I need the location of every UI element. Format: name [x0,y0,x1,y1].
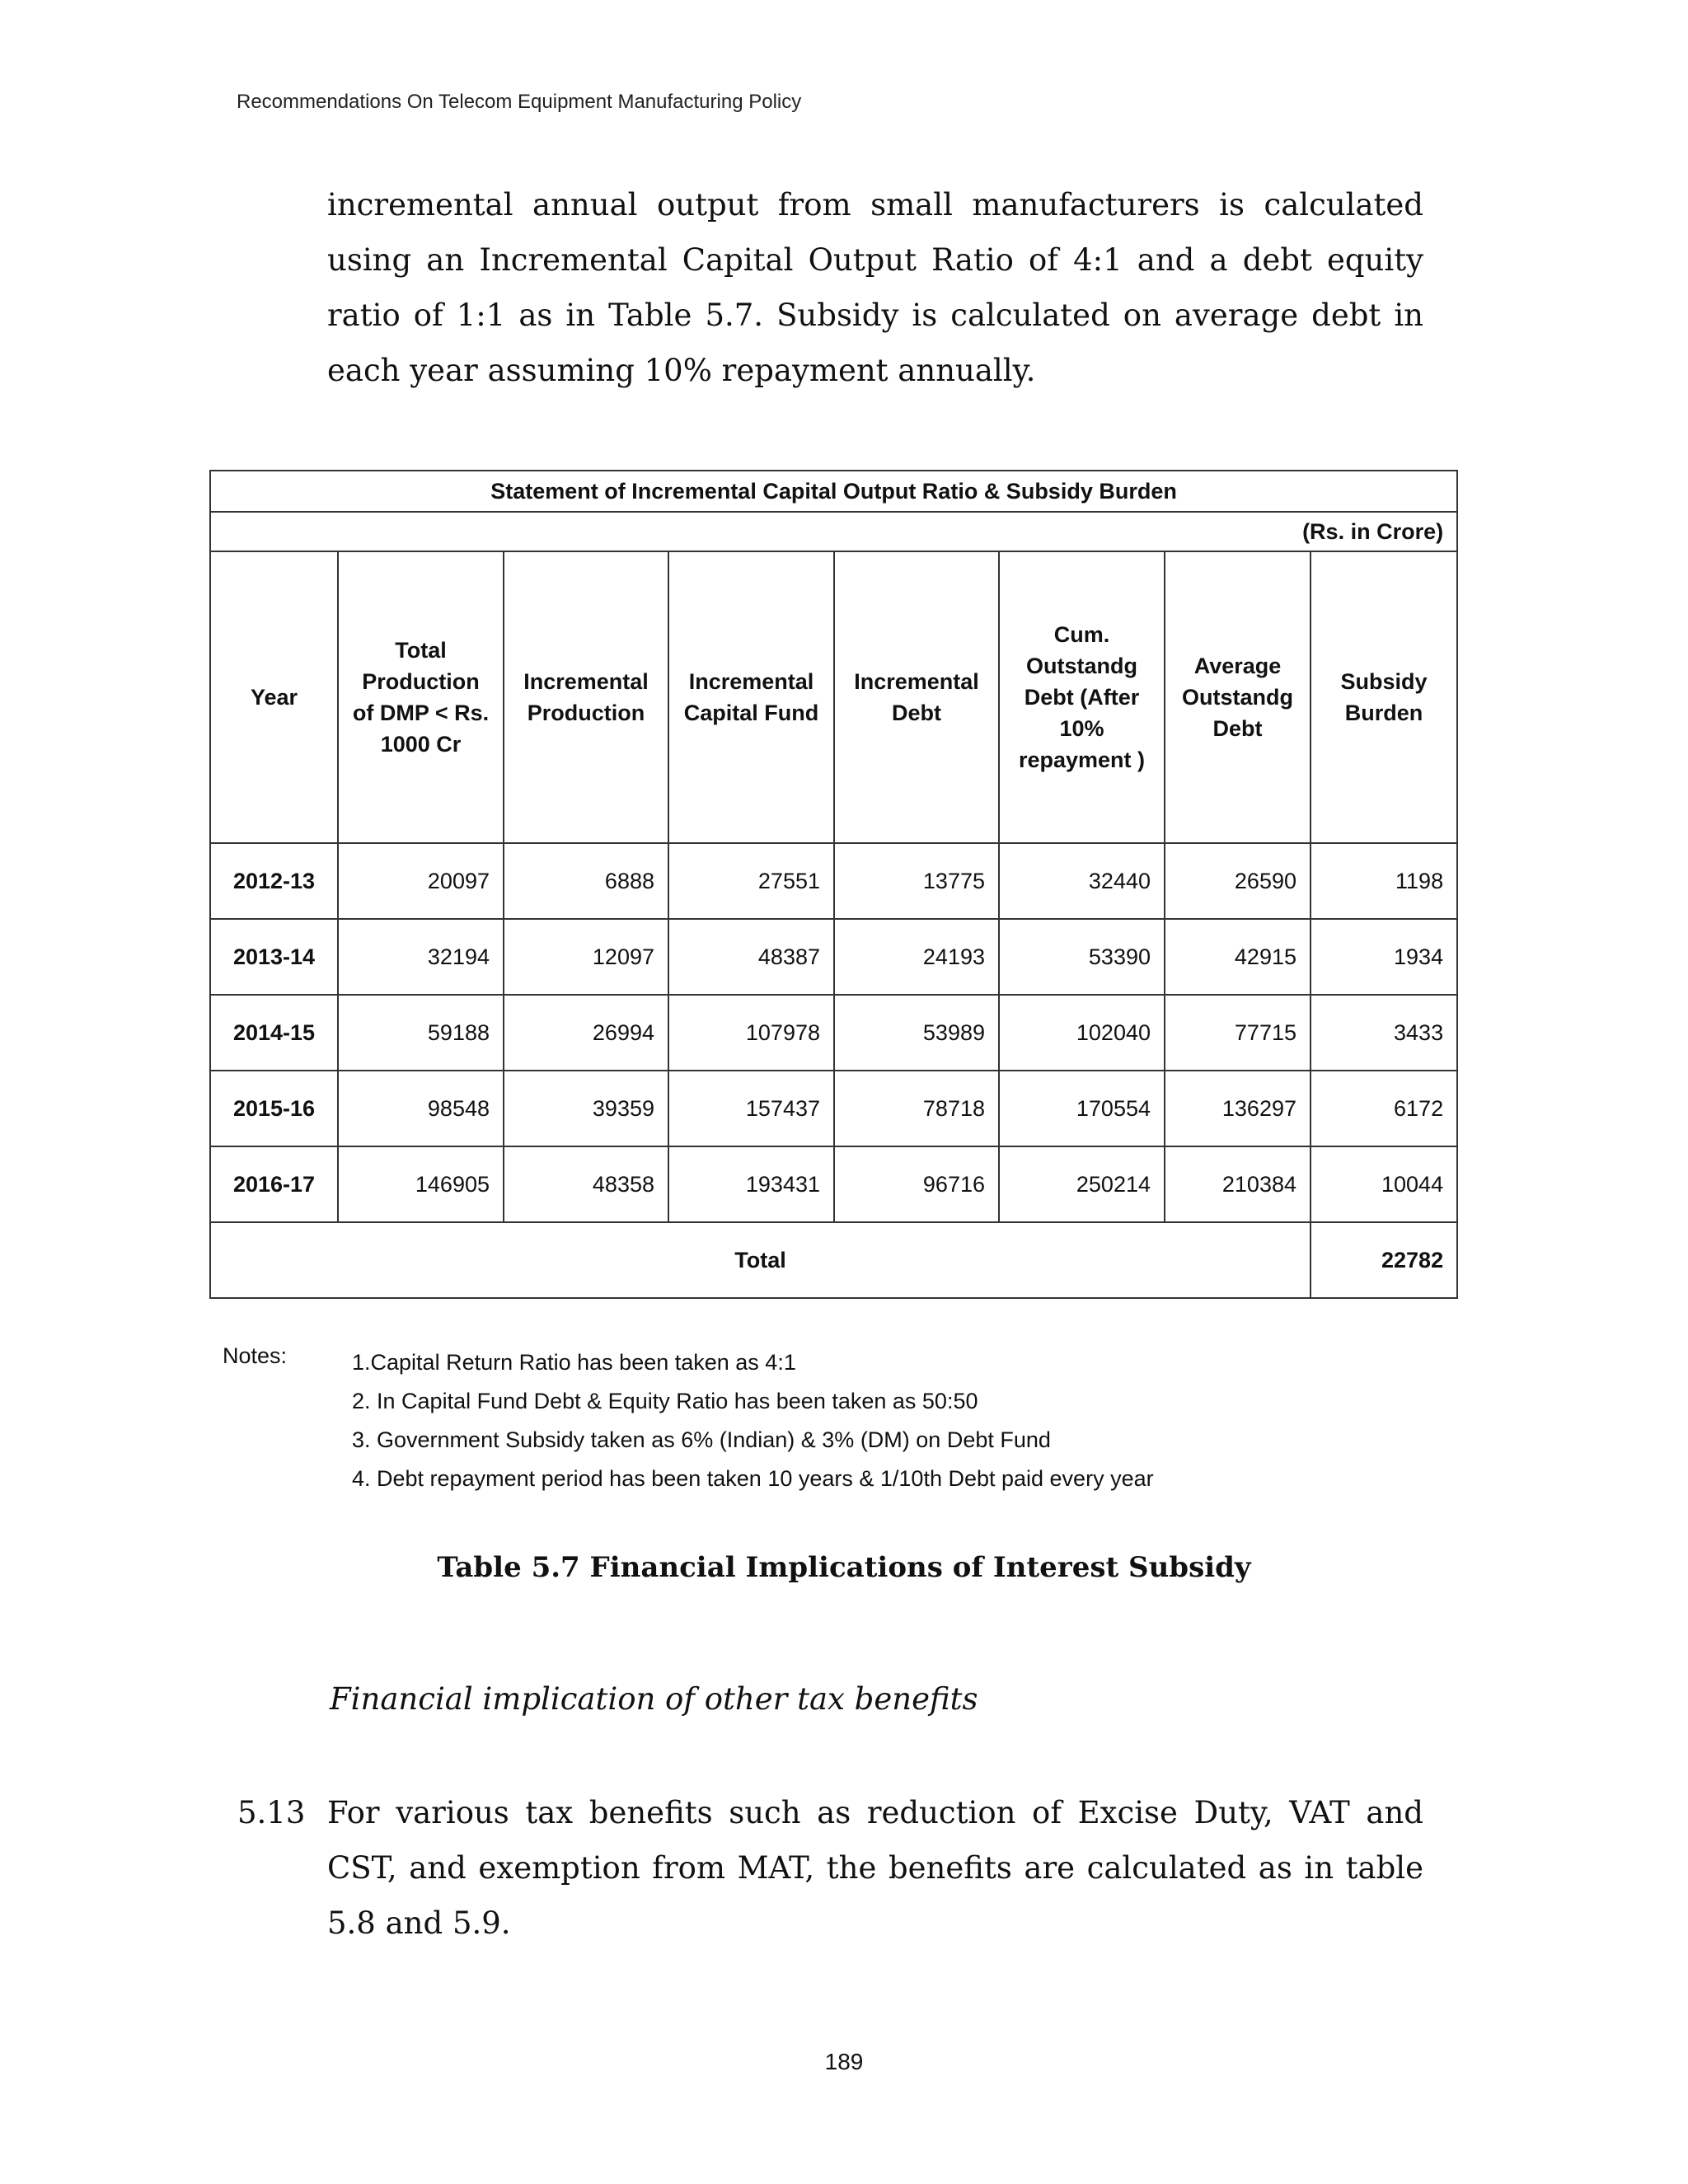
section-subheading: Financial implication of other tax benefits [330,1681,978,1717]
header-incremental-debt: Incremental Debt [834,551,999,843]
total-value: 22782 [1311,1222,1457,1298]
table-row [210,919,1457,995]
header-total-production: Total Production of DMP < Rs. 1000 Cr [338,551,504,843]
cell: 42915 [1165,919,1311,995]
cell: 12097 [504,919,668,995]
table-row [210,1071,1457,1146]
cell-year: 2015-16 [210,1071,338,1146]
note-item: 2. In Capital Fund Debt & Equity Ratio has been taken as 50:50 [352,1389,978,1413]
header-incremental-production: Incremental Production [504,551,668,843]
cell: 170554 [999,1071,1165,1146]
table-total-row [210,1222,1457,1298]
cell: 77715 [1165,995,1311,1071]
cell: 26590 [1165,843,1311,919]
cell: 27551 [668,843,834,919]
total-label: Total [210,1222,1311,1298]
cell: 136297 [1165,1071,1311,1146]
section-number: 5.13 [237,1795,306,1830]
cell-year: 2014-15 [210,995,338,1071]
note-item: 4. Debt repayment period has been taken 10 years & 1/10th Debt paid every year [352,1466,1154,1491]
cell: 13775 [834,843,999,919]
cell: 210384 [1165,1146,1311,1222]
cell: 107978 [668,995,834,1071]
cell: 32440 [999,843,1165,919]
note-item: 1.Capital Return Ratio has been taken as 4:1 [352,1350,796,1375]
section-paragraph: For various tax benefits such as reduction of Excise Duty, VAT and CST, and exemption from MAT, the benefits are calculated as in table 5.8 and 5.9. [327,1795,1423,1941]
notes-label: Notes: [223,1343,288,1368]
header-average-outstanding-debt: Average Outstandg Debt [1165,551,1311,843]
table-title: Statement of Incremental Capital Output Ratio & Subsidy Burden [210,471,1457,512]
icor-subsidy-table [209,470,1458,1299]
header-cum-outstanding-debt: Cum. Outstandg Debt (After 10% repayment ) [999,551,1165,843]
cell: 146905 [338,1146,504,1222]
cell-year: 2013-14 [210,919,338,995]
cell: 59188 [338,995,504,1071]
cell: 48387 [668,919,834,995]
cell: 3433 [1311,995,1457,1071]
header-subsidy-burden: Subsidy Burden [1311,551,1457,843]
cell: 24193 [834,919,999,995]
cell: 96716 [834,1146,999,1222]
header-incremental-capital-fund: Incremental Capital Fund [668,551,834,843]
cell: 157437 [668,1071,834,1146]
cell: 26994 [504,995,668,1071]
cell: 6888 [504,843,668,919]
note-item: 3. Government Subsidy taken as 6% (Indian) & 3% (DM) on Debt Fund [352,1427,1051,1452]
running-header: Recommendations On Telecom Equipment Manufacturing Policy [237,91,802,113]
page-number: 189 [824,2049,864,2074]
table-row [210,1146,1457,1222]
cell: 1198 [1311,843,1457,919]
cell: 250214 [999,1146,1165,1222]
table-row [210,843,1457,919]
cell: 78718 [834,1071,999,1146]
cell: 48358 [504,1146,668,1222]
cell: 53989 [834,995,999,1071]
table-row [210,995,1457,1071]
cell: 32194 [338,919,504,995]
table-header-row [210,551,1457,843]
cell: 98548 [338,1071,504,1146]
header-year: Year [210,551,338,843]
cell: 53390 [999,919,1165,995]
cell-year: 2012-13 [210,843,338,919]
cell: 102040 [999,995,1165,1071]
table-caption: Table 5.7 Financial Implications of Interest Subsidy [437,1551,1251,1584]
intro-paragraph: incremental annual output from small manufacturers is calculated using an Incremental Capital Output Ratio of 4:1 and a debt equity ratio of 1:1 as in Table 5.7. Subsidy is calculated on average debt in each year assuming 10% repayment annually. [327,187,1423,388]
notes-list [352,1343,1154,1498]
cell: 10044 [1311,1146,1457,1222]
cell-year: 2016-17 [210,1146,338,1222]
cell: 1934 [1311,919,1457,995]
table-unit: (Rs. in Crore) [210,512,1457,551]
cell: 20097 [338,843,504,919]
cell: 6172 [1311,1071,1457,1146]
cell: 39359 [504,1071,668,1146]
cell: 193431 [668,1146,834,1222]
